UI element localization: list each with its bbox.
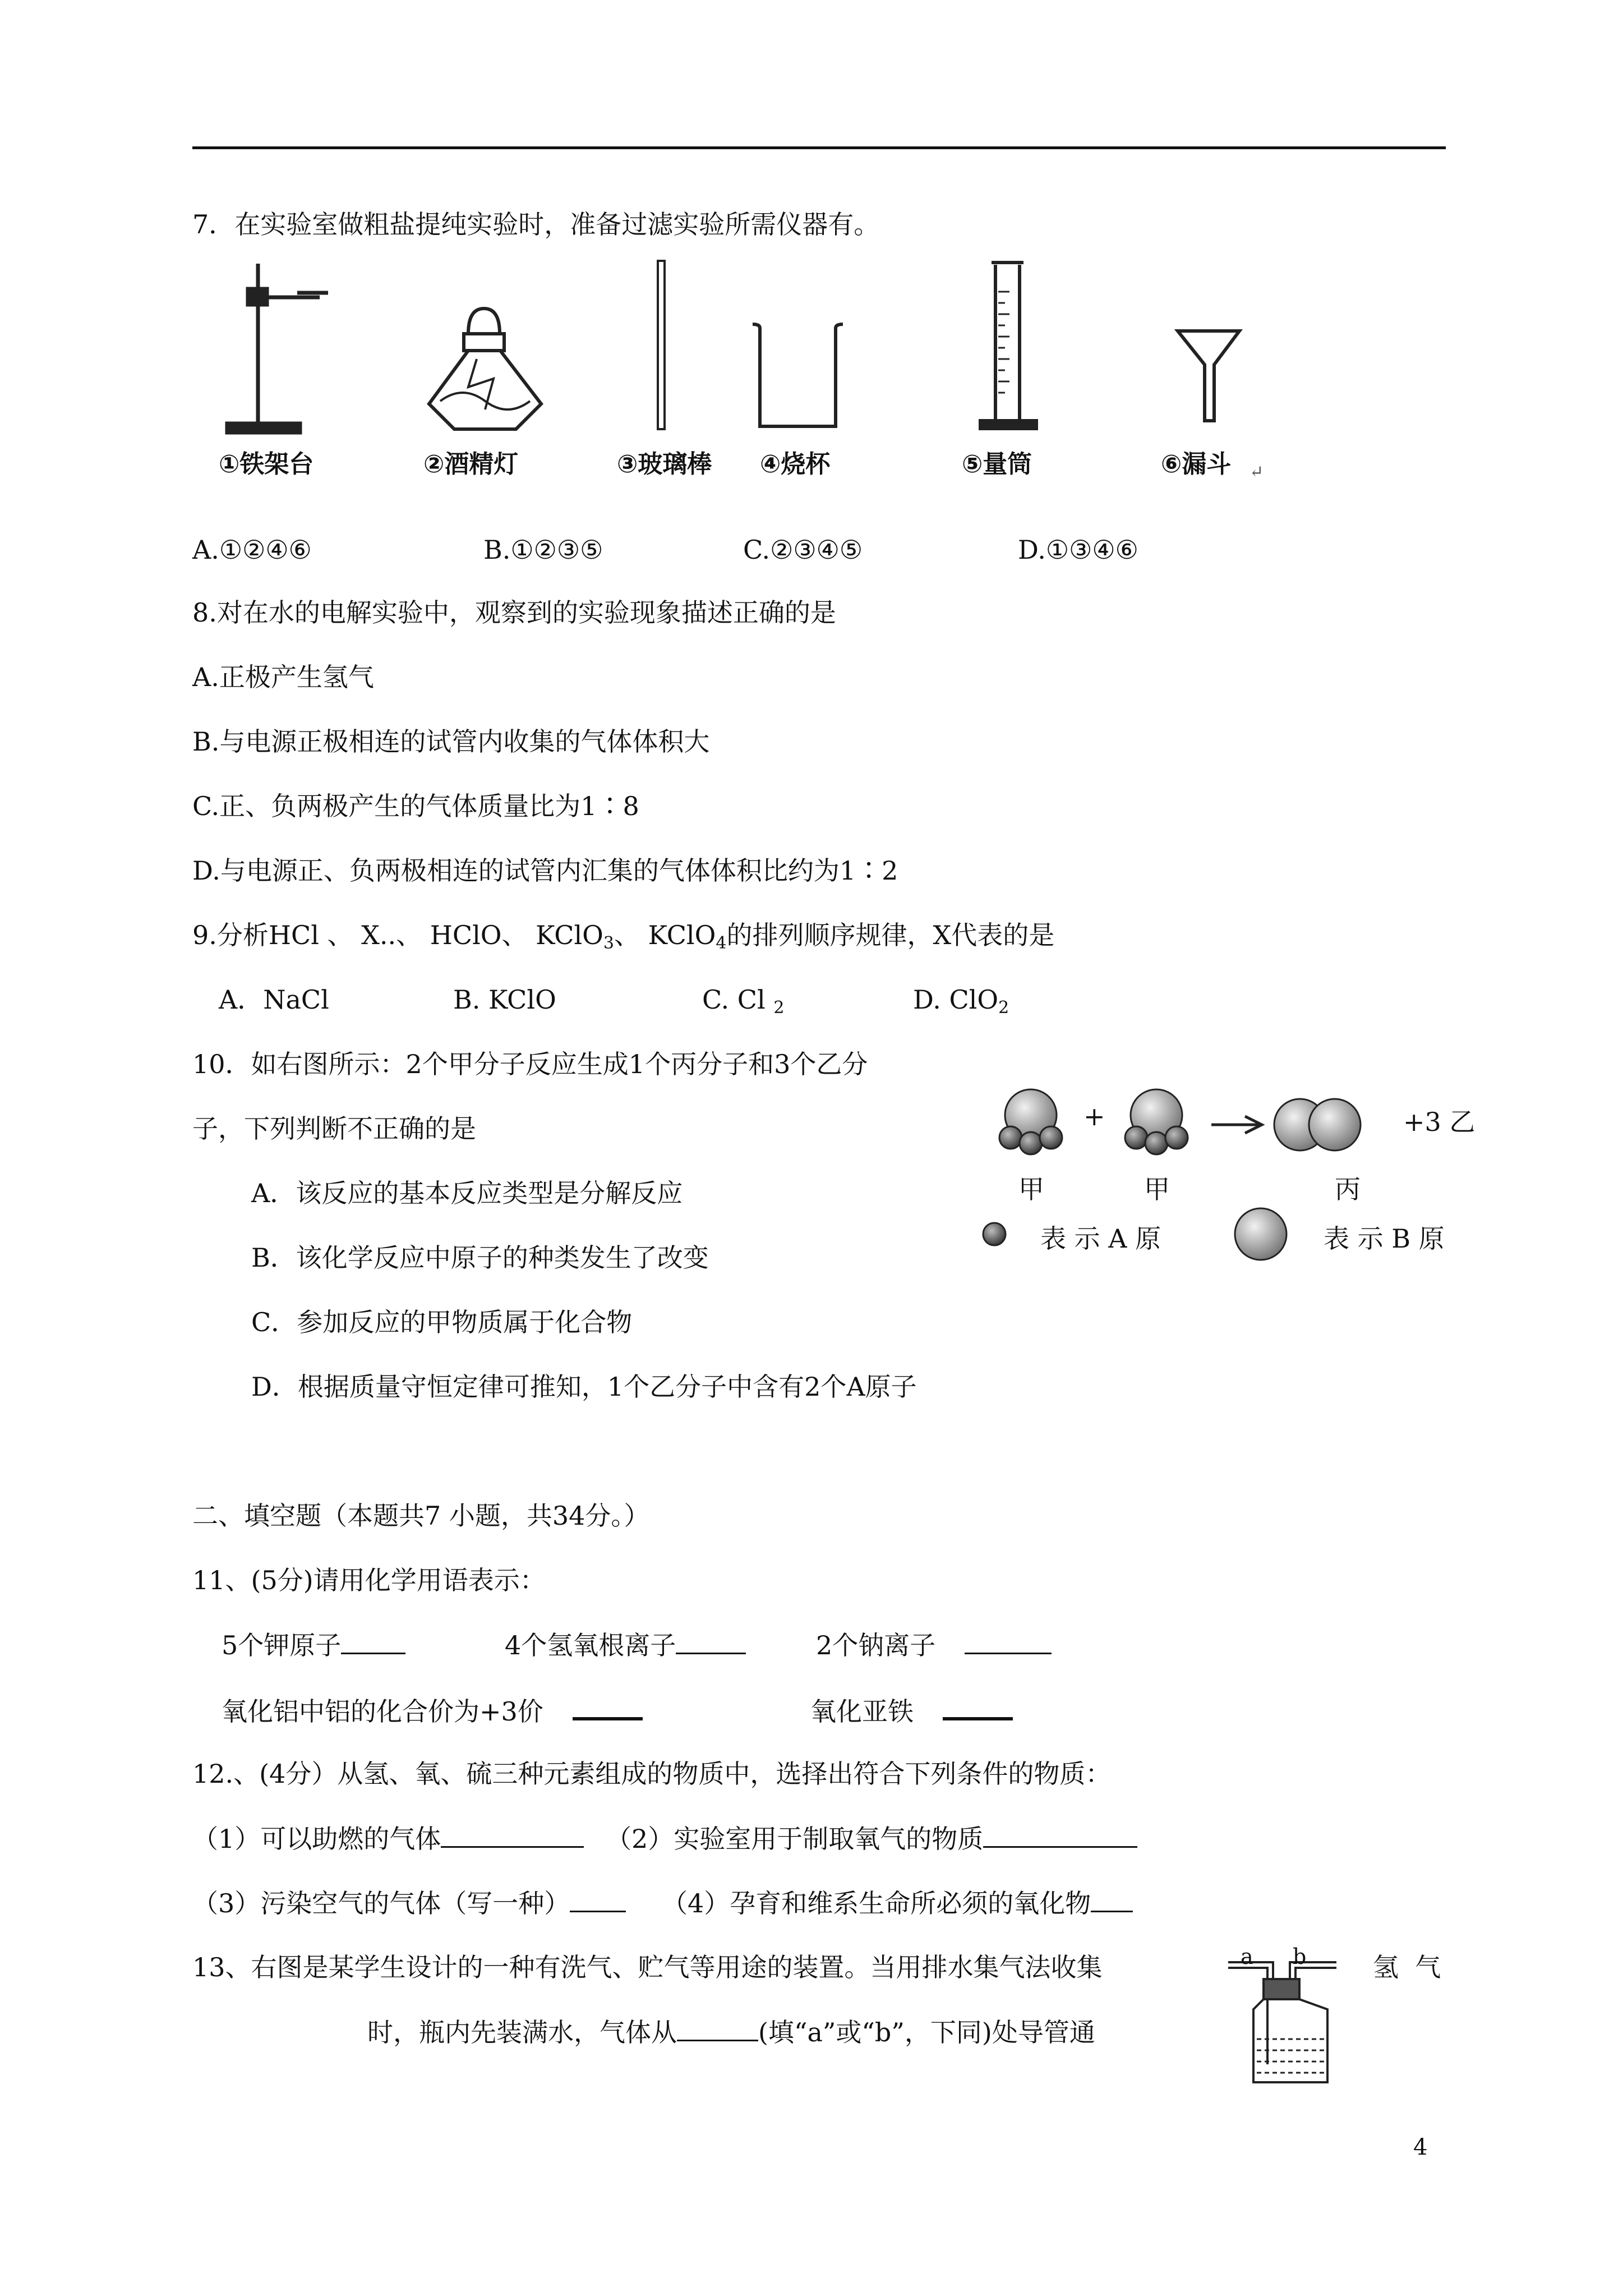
q8-option-c: C.正、负两极产生的气体质量比为1∶8 bbox=[192, 791, 639, 821]
gas-washing-bottle-icon bbox=[1228, 1962, 1336, 2082]
q10-label-jia-1: 甲 bbox=[1018, 1174, 1044, 1204]
funnel-icon bbox=[1178, 331, 1239, 421]
q10-figure-plus: + bbox=[1083, 1101, 1105, 1131]
legend-atom-b-icon bbox=[1235, 1208, 1287, 1260]
q10-legend-a: 表 示 A 原 bbox=[1040, 1223, 1161, 1254]
iron-stand-icon bbox=[227, 264, 328, 432]
q12-part-2: （2）实验室用于制取氧气的物质 bbox=[606, 1821, 1137, 1856]
alcohol-lamp-icon bbox=[429, 309, 541, 429]
q12-stem: 12.、(4分）从氢、氧、硫三种元素组成的物质中，选择出符合下列条件的物质： bbox=[192, 1759, 1112, 1789]
q7-option-c: C.②③④⑤ bbox=[743, 535, 863, 565]
instrument-label-4: ④烧杯 bbox=[760, 450, 831, 478]
header-rule bbox=[192, 146, 1446, 149]
return-mark-icon: ↵ bbox=[1249, 462, 1264, 482]
q11-item-3: 2个钠离子 bbox=[816, 1628, 1052, 1662]
q10-reaction-figure bbox=[976, 1077, 1380, 1262]
q10-label-bing: 丙 bbox=[1335, 1174, 1361, 1204]
instrument-label-1: ①铁架台 bbox=[219, 450, 314, 478]
q7-stem: 7．在实验室做粗盐提纯实验时，准备过滤实验所需仪器有。 bbox=[192, 209, 880, 240]
bottle-label-a: a bbox=[1241, 1944, 1253, 1969]
instrument-label-3: ③玻璃棒 bbox=[617, 450, 712, 478]
q12-part-1: （1）可以助燃的气体 bbox=[192, 1821, 584, 1856]
q7-option-d: D.①③④⑥ bbox=[1018, 535, 1138, 565]
q11-item-2: 4个氢氧根离子 bbox=[505, 1628, 746, 1662]
legend-atom-a-icon bbox=[983, 1223, 1006, 1245]
q7-option-a: A.①②④⑥ bbox=[192, 535, 312, 565]
instrument-label-2: ②酒精灯 bbox=[423, 450, 519, 478]
q10-figure-product: +3 乙 bbox=[1403, 1107, 1476, 1137]
beaker-icon bbox=[753, 324, 843, 426]
q10-stem-line1: 10．如右图所示：2个甲分子反应生成1个丙分子和3个乙分 bbox=[192, 1049, 868, 1079]
molecule-jia-2-icon bbox=[1125, 1089, 1188, 1154]
bottle-label-b: b bbox=[1293, 1944, 1307, 1969]
q12-part-3: （3）污染空气的气体（写一种） bbox=[192, 1886, 626, 1920]
q10-stem-line2: 子，下列判断不正确的是 bbox=[192, 1114, 476, 1144]
molecule-jia-1-icon bbox=[999, 1089, 1062, 1154]
q12-part-4: （4）孕育和维系生命所必须的氧化物 bbox=[662, 1886, 1133, 1920]
q10-legend-b: 表 示 B 原 bbox=[1324, 1223, 1445, 1254]
q10-option-b: B．该化学反应中原子的种类发生了改变 bbox=[251, 1243, 709, 1273]
q11-item-4: 氧化铝中铝的化合价为+3价 bbox=[222, 1692, 643, 1728]
q9-option-d: D. ClO$_2$ bbox=[913, 984, 1009, 1018]
q11-stem: 11、(5分)请用化学用语表示： bbox=[192, 1565, 546, 1595]
q8-option-a: A.正极产生氢气 bbox=[192, 662, 374, 692]
q10-label-jia-2: 甲 bbox=[1144, 1174, 1170, 1204]
q10-option-c: C．参加反应的甲物质属于化合物 bbox=[251, 1307, 633, 1337]
q7-option-b: B.①②③⑤ bbox=[483, 535, 603, 565]
q8-option-d: D.与电源正、负两极相连的试管内汇集的气体体积比约为1∶2 bbox=[192, 855, 898, 886]
q8-option-b: B.与电源正极相连的试管内收集的气体体积大 bbox=[192, 726, 710, 757]
q9-stem: 9.分析HCl 、 X..、 HClO、 KClO$_3$、 KClO$_4$的排列顺序规律，X代表的是 bbox=[192, 920, 1055, 953]
q7-instruments-figure bbox=[213, 258, 1279, 443]
graduated-cylinder-icon bbox=[980, 263, 1036, 429]
q13-line1-tail: 氢 气 bbox=[1373, 1952, 1441, 1982]
molecule-bing-icon bbox=[1274, 1099, 1361, 1151]
q9-option-c: C. Cl $_2$ bbox=[702, 984, 785, 1018]
q11-item-5: 氧化亚铁 bbox=[810, 1692, 1013, 1728]
q11-item-1: 5个钾原子 bbox=[222, 1628, 405, 1662]
q9-option-a: A．NaCl bbox=[219, 984, 329, 1015]
q13-line1: 13、右图是某学生设计的一种有洗气、贮气等用途的装置。当用排水集气法收集 bbox=[192, 1952, 1103, 1982]
instrument-label-6: ⑥漏斗 bbox=[1161, 450, 1232, 478]
q10-option-a: A．该反应的基本反应类型是分解反应 bbox=[251, 1178, 683, 1208]
q13-line2: 时，瓶内先装满水，气体从 (填“a”或“b”，下同)处导管通 bbox=[367, 2015, 1095, 2049]
page-number: 4 bbox=[1413, 2134, 1428, 2160]
reaction-arrow-icon bbox=[1211, 1116, 1262, 1133]
instrument-label-5: ⑤量筒 bbox=[962, 450, 1032, 478]
q9-option-b: B. KClO bbox=[453, 984, 556, 1015]
q10-option-d: D．根据质量守恒定律可推知，1个乙分子中含有2个A原子 bbox=[251, 1372, 917, 1402]
glass-rod-icon bbox=[658, 261, 665, 429]
section2-title: 二、填空题（本题共7 小题，共34分。） bbox=[192, 1501, 650, 1531]
q8-stem: 8.对在水的电解实验中，观察到的实验现象描述正确的是 bbox=[192, 597, 836, 628]
